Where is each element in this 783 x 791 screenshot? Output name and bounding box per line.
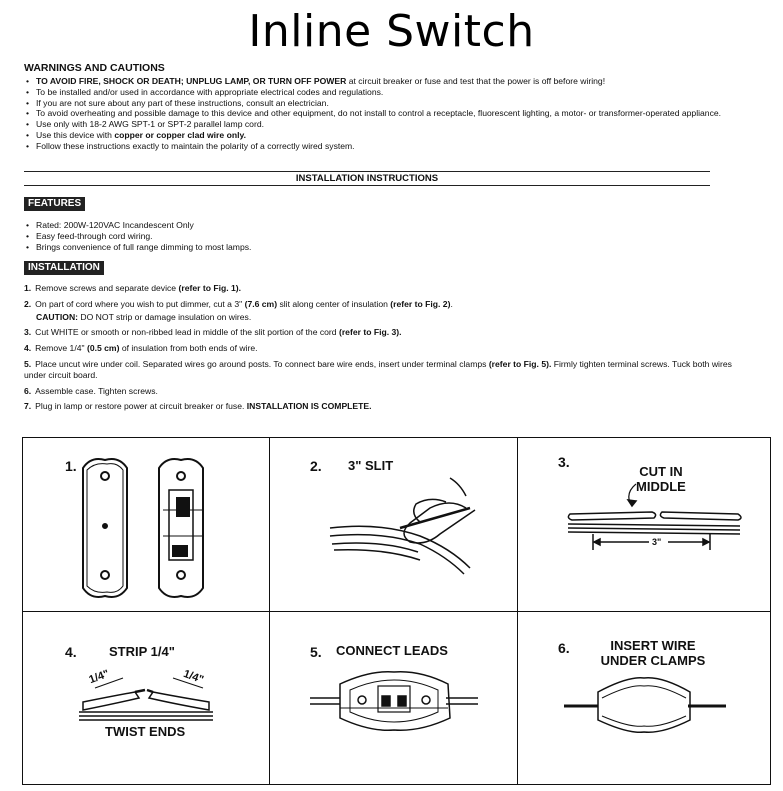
installation-instructions-heading: INSTALLATION INSTRUCTIONS [295,173,439,184]
figure-5 [270,612,517,784]
figure-number: 2. [310,458,322,474]
feature-item: • Easy feed-through cord wiring. [24,231,424,242]
dimension-label: 1/4" [87,667,111,687]
step-item: 1. Remove screws and separate device (refer to Fig. 1). [24,283,242,293]
warning-item: • Use only with 18-2 AWG SPT-1 or SPT-2 parallel lamp cord. [24,119,744,130]
caution-note: CAUTION: DO NOT strip or damage insulation on wires. [36,311,252,322]
installation-steps [24,283,744,417]
figure-label: STRIP 1/4" [109,644,175,659]
warning-item: • If you are not sure about any part of these instructions, consult an electrician. [24,98,744,109]
warning-item: • To avoid overheating and possible damage to this device and other equipment, do not install to control a receptacle, fluorescent lighting, a motor- or transformer-operated appliance. [24,108,744,119]
warning-item: • To be installed and/or used in accordance with appropriate electrical codes and regulations. [24,87,744,98]
warning-item: • TO AVOID FIRE, SHOCK OR DEATH; UNPLUG LAMP, OR TURN OFF POWER at circuit breaker or fuse and test that the power is off before wiring! [24,76,744,87]
warning-item: • Use this device with copper or copper clad wire only. [24,130,744,141]
figure-number: 4. [65,644,77,660]
figure-label: CUT IN MIDDLE [636,464,686,494]
feature-item: • Brings convenience of full range dimming to most lamps. [24,242,424,253]
features-heading: FEATURES [24,197,85,211]
dimension-label: 1/4" [181,667,206,687]
step-item: 5. Place uncut wire under coil. Separated wires go around posts. To connect bare wire ends, insert under terminal clamps (refer to Fig. 5). Firmly tighten terminal screws. Tuck both wires under circuit board. [24,358,732,380]
figure-grid [22,437,771,785]
warning-item: • Follow these instructions exactly to maintain the polarity of a correctly wired system. [24,141,744,152]
figure-2 [270,438,517,611]
knife-slit-illustration [270,438,517,611]
step-item: 6. Assemble case. Tighten screws. [24,385,158,396]
figure-4 [23,612,269,784]
step-item: 4. Remove 1/4" (0.5 cm) of insulation from both ends of wire. [24,343,258,354]
figure-number: 5. [310,644,322,660]
strip-wire-illustration [23,612,269,784]
installation-heading: INSTALLATION [24,261,104,275]
figure-caption: TWIST ENDS [105,724,186,739]
figure-label: INSERT WIRE UNDER CLAMPS [600,638,706,668]
figure-label: 3" SLIT [348,458,394,473]
step-item: 2. On part of cord where you wish to put dimmer, cut a 3" (7.6 cm) slit along center of insulation (refer to Fig. 2). [24,298,453,309]
step-item: 3. Cut WHITE or smooth or non-ribbed lead in middle of the slit portion of the cord (refer to Fig. 3). [24,327,402,338]
dimension-label: 3" [652,537,662,547]
figure-label: CONNECT LEADS [336,643,448,658]
features-list [24,220,424,252]
warnings-list [24,76,744,152]
installation-instructions-bar [24,171,710,186]
figure-1 [23,438,269,611]
step-item: 7. Plug in lamp or restore power at circuit breaker or fuse. INSTALLATION IS COMPLETE. [24,401,372,412]
figure-3 [518,438,770,611]
figure-number: 6. [558,640,570,656]
closed-switch-illustration [518,612,770,784]
feature-item: • Rated: 200W-120VAC Incandescent Only [24,220,424,231]
switch-open-illustration [23,438,269,611]
warnings-heading: WARNINGS AND CAUTIONS [24,62,165,74]
connect-leads-illustration [270,612,517,784]
figure-6 [518,612,770,784]
figure-number: 3. [558,454,570,470]
figure-number: 1. [65,458,77,474]
page-title: Inline Switch [248,6,535,57]
cut-wire-illustration [518,438,770,611]
